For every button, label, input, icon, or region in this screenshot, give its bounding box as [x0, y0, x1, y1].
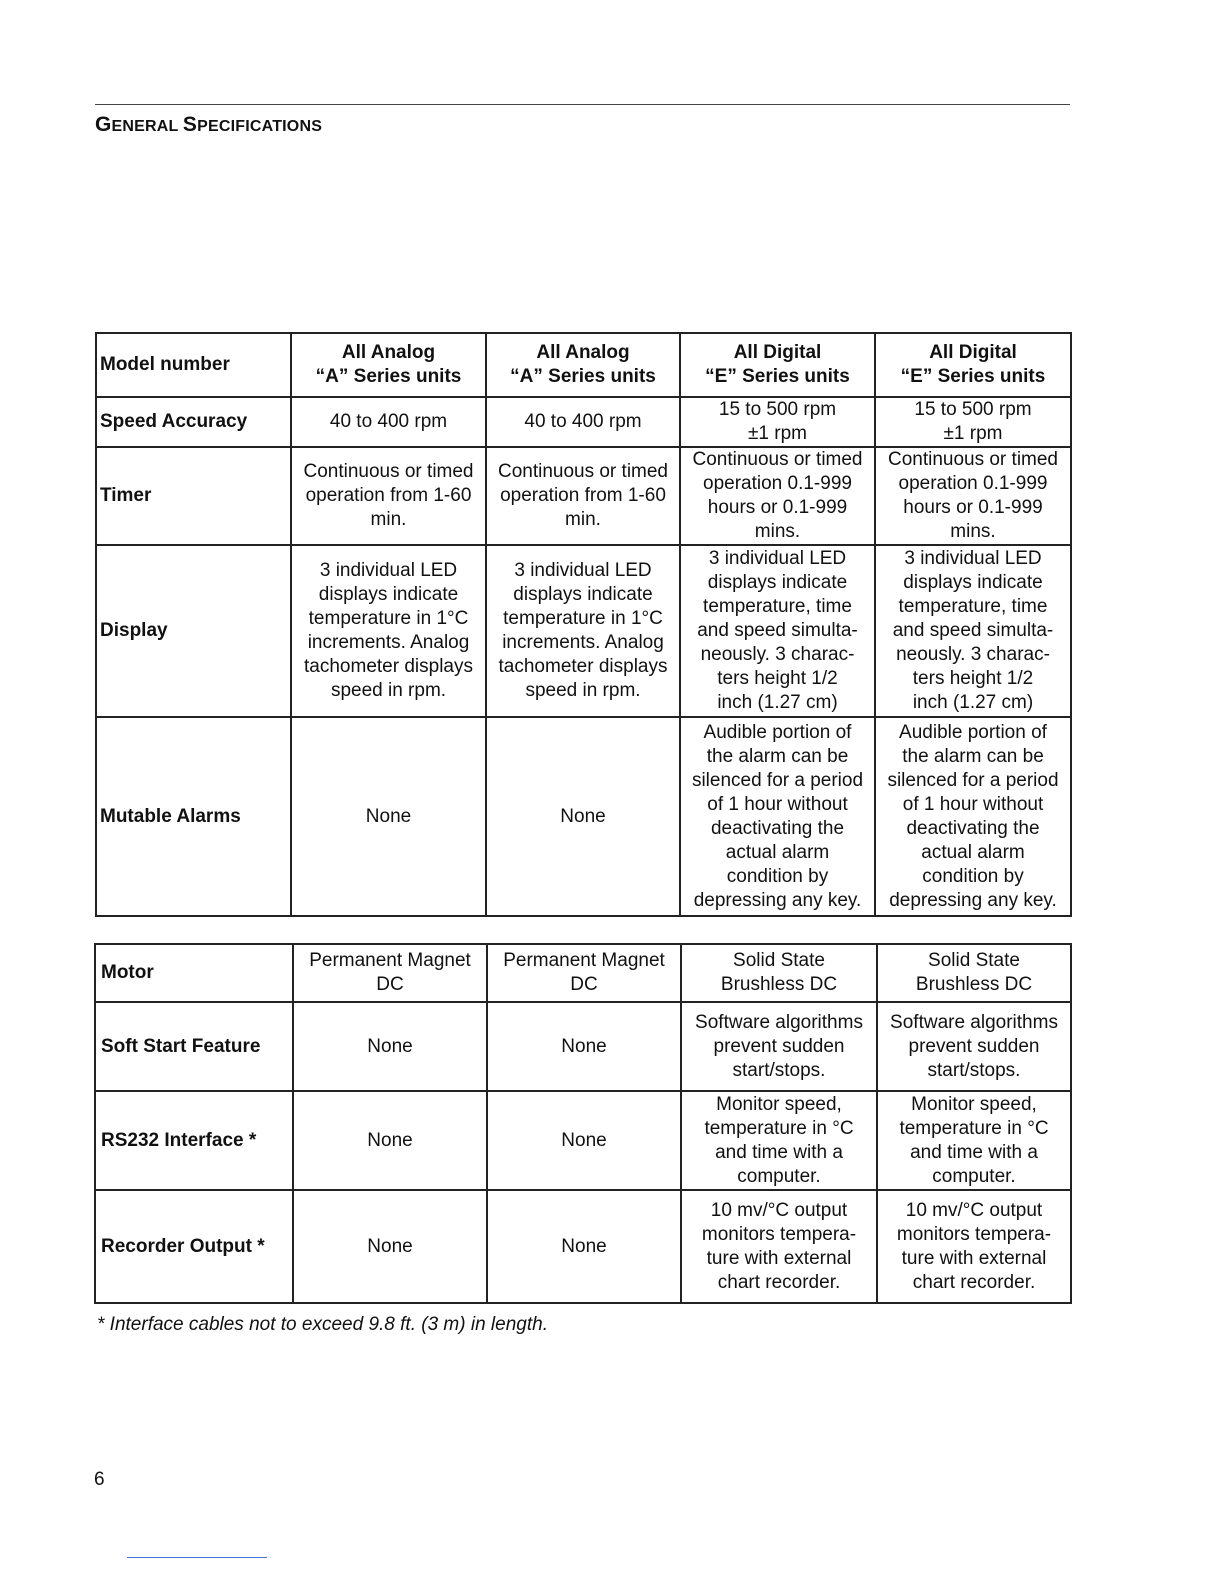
cell-line: 3 individual LED: [319, 560, 458, 581]
cell-line: increments. Analog: [307, 632, 470, 653]
cell-line: “E” Series units: [705, 366, 850, 387]
cell-line: deactivating the: [906, 817, 1040, 839]
cell-line: chart recorder.: [912, 1271, 1036, 1293]
row-header-speed-accuracy: [96, 397, 291, 447]
table-cell: [875, 717, 1071, 916]
cell-line: “E” Series units: [900, 366, 1046, 387]
cell-line: depressing any key.: [693, 889, 862, 911]
table-cell: [291, 397, 486, 447]
row-label: Display: [100, 620, 168, 641]
cell-line: silenced for a period: [887, 769, 1059, 791]
table-row-soft-start-feature: [95, 1002, 1071, 1091]
cell-line: deactivating the: [710, 817, 845, 839]
row-label: Model number: [100, 354, 230, 375]
cell-line: increments. Analog: [502, 632, 664, 653]
cell-line: depressing any key.: [889, 889, 1057, 911]
cell-line: Monitor speed,: [911, 1093, 1037, 1115]
cell-line: neously. 3 charac-: [700, 644, 855, 665]
cell-line: None: [367, 1235, 413, 1257]
table-cell: [486, 717, 680, 916]
row-header-model-number: [96, 333, 291, 397]
row-header-timer: [96, 447, 291, 545]
cell-line: actual alarm: [921, 841, 1025, 863]
table-cell: [293, 1002, 487, 1091]
cell-line: None: [367, 1129, 413, 1151]
cell-line: mins.: [754, 521, 801, 542]
table-cell: [877, 944, 1071, 1002]
table-row-recorder-output: [95, 1190, 1071, 1303]
cell-line: Permanent Magnet: [503, 950, 665, 971]
cell-line: ture with external: [901, 1247, 1047, 1269]
header-rule: [95, 104, 1070, 105]
cell-line: 3 individual LED: [708, 548, 847, 569]
cell-line: condition by: [726, 865, 829, 887]
row-label: Soft Start Feature: [101, 1035, 261, 1057]
column-header-1: [291, 333, 486, 397]
cell-line: Permanent Magnet: [309, 950, 471, 971]
table-cell: [875, 447, 1071, 545]
cell-line: Continuous or timed: [887, 449, 1059, 470]
table-cell: [877, 1091, 1071, 1190]
cell-line: tachometer displays: [498, 656, 668, 677]
cell-line: 10 mv/°C output: [905, 1199, 1043, 1221]
row-label: RS232 Interface *: [101, 1129, 257, 1151]
cell-line: None: [561, 1035, 607, 1057]
table-row-rs232-interface: [95, 1091, 1071, 1190]
row-label: Recorder Output *: [101, 1235, 265, 1257]
cell-line: None: [561, 1235, 607, 1257]
cell-line: Software algorithms: [890, 1011, 1058, 1033]
table-cell: [875, 397, 1071, 447]
cell-line: hours or 0.1-999: [903, 497, 1043, 518]
cell-line: hours or 0.1-999: [707, 497, 848, 518]
cell-line: temperature, time: [703, 596, 852, 617]
cell-line: mins.: [950, 521, 996, 542]
row-header-display: [96, 545, 291, 717]
cell-line: start/stops.: [732, 1059, 826, 1081]
cell-line: Solid State: [733, 950, 825, 971]
cell-line: ture with external: [706, 1247, 852, 1269]
table-row-speed-accuracy: [96, 397, 1071, 447]
table-cell: [487, 944, 681, 1002]
cell-line: monitors tempera-: [701, 1223, 857, 1245]
table-row-mutable-alarms: [96, 717, 1071, 916]
cell-line: tachometer displays: [304, 656, 473, 677]
cell-line: inch (1.27 cm): [717, 692, 838, 713]
cell-line: 15 to 500 rpm: [718, 399, 837, 420]
cell-line: None: [365, 805, 412, 827]
cell-line: computer.: [932, 1165, 1016, 1187]
table-cell: [486, 545, 680, 717]
cell-line: temperature, time: [898, 596, 1048, 617]
footnote: * Interface cables not to exceed 9.8 ft. (3 m) in length.: [97, 1314, 548, 1335]
cell-line: “A” Series units: [510, 366, 656, 387]
cell-line: Brushless DC: [915, 974, 1033, 995]
cell-line: displays indicate: [318, 584, 459, 605]
cell-line: actual alarm: [725, 841, 830, 863]
cell-line: None: [561, 1129, 607, 1151]
table-cell: [487, 1091, 681, 1190]
table-cell: [293, 1190, 487, 1303]
row-header-recorder-output: [95, 1190, 293, 1303]
bottom-link-line: [127, 1557, 267, 1558]
cell-line: temperature in °C: [704, 1117, 854, 1139]
table-cell: [877, 1190, 1071, 1303]
cell-line: computer.: [737, 1165, 821, 1187]
cell-line: Solid State: [928, 950, 1020, 971]
table-cell: [486, 397, 680, 447]
cell-line: and speed simulta-: [892, 620, 1054, 641]
row-label: Motor: [101, 962, 154, 983]
cell-line: All Digital: [929, 342, 1017, 363]
cell-line: None: [560, 805, 606, 827]
title-initial-s: S: [182, 113, 198, 136]
table-cell: [487, 1190, 681, 1303]
cell-line: displays indicate: [707, 572, 848, 593]
page-number: 6: [94, 1469, 105, 1490]
title-part-1: ENERAL: [111, 118, 183, 135]
cell-line: ±1 rpm: [943, 423, 1003, 444]
cell-line: displays indicate: [513, 584, 653, 605]
cell-line: operation 0.1-999: [703, 473, 852, 494]
cell-line: chart recorder.: [717, 1271, 841, 1293]
column-header-3: [680, 333, 875, 397]
table-cell: [487, 1002, 681, 1091]
cell-line: Continuous or timed: [692, 449, 863, 470]
row-label: Speed Accuracy: [100, 411, 248, 432]
cell-line: Audible portion of: [899, 721, 1047, 743]
cell-line: condition by: [922, 865, 1024, 887]
cell-line: the alarm can be: [902, 745, 1044, 767]
row-label: Timer: [100, 485, 152, 506]
table-cell: [877, 1002, 1071, 1091]
column-header-2: [486, 333, 680, 397]
row-header-motor: [95, 944, 293, 1002]
row-header-mutable-alarms: [96, 717, 291, 916]
cell-line: ters height 1/2: [717, 668, 838, 689]
table-cell: [291, 717, 486, 916]
cell-line: All Digital: [733, 342, 822, 363]
table-row-timer: [96, 447, 1071, 545]
table-cell: [680, 717, 875, 916]
table-row-motor: [95, 944, 1071, 1002]
cell-line: and time with a: [910, 1141, 1038, 1163]
table-header-row: [96, 333, 1071, 397]
table-cell: [680, 447, 875, 545]
table-cell: [680, 397, 875, 447]
cell-line: silenced for a period: [691, 769, 864, 791]
cell-line: and time with a: [715, 1141, 843, 1163]
cell-line: operation 0.1-999: [898, 473, 1048, 494]
row-header-soft-start-feature: [95, 1002, 293, 1091]
spec-table-2: [94, 943, 1072, 1304]
cell-line: ters height 1/2: [912, 668, 1034, 689]
row-header-rs232-interface: [95, 1091, 293, 1190]
cell-line: 3 individual LED: [904, 548, 1042, 569]
cell-line: DC: [570, 974, 598, 995]
row-label: Mutable Alarms: [100, 805, 241, 827]
cell-line: of 1 hour without: [707, 793, 848, 815]
cell-line: temperature in 1°C: [503, 608, 663, 629]
cell-line: 3 individual LED: [514, 560, 652, 581]
cell-line: start/stops.: [927, 1059, 1021, 1081]
cell-line: of 1 hour without: [902, 793, 1044, 815]
cell-line: the alarm can be: [706, 745, 849, 767]
cell-line: “A” Series units: [315, 366, 462, 387]
cell-line: temperature in 1°C: [308, 608, 469, 629]
table-cell: [680, 545, 875, 717]
table-cell: [681, 1002, 877, 1091]
cell-line: operation from 1-60: [305, 485, 472, 506]
column-header-4: [875, 333, 1071, 397]
title-initial-g: G: [95, 113, 112, 136]
cell-line: operation from 1-60: [500, 485, 666, 506]
cell-line: neously. 3 charac-: [896, 644, 1050, 665]
cell-line: 40 to 400 rpm: [329, 411, 448, 432]
cell-line: 15 to 500 rpm: [914, 399, 1032, 420]
table-row-display: [96, 545, 1071, 717]
table-cell: [486, 447, 680, 545]
cell-line: inch (1.27 cm): [912, 692, 1034, 713]
cell-line: Continuous or timed: [303, 461, 474, 482]
page-title: [95, 113, 322, 137]
cell-line: speed in rpm.: [330, 680, 447, 701]
cell-line: 10 mv/°C output: [710, 1199, 848, 1221]
cell-line: None: [367, 1035, 413, 1057]
table-cell: [875, 545, 1071, 717]
cell-line: prevent sudden: [908, 1035, 1040, 1057]
cell-line: min.: [370, 509, 407, 530]
cell-line: Continuous or timed: [497, 461, 669, 482]
cell-line: speed in rpm.: [525, 680, 641, 701]
table-cell: [293, 1091, 487, 1190]
cell-line: Brushless DC: [720, 974, 838, 995]
cell-line: prevent sudden: [713, 1035, 845, 1057]
table-cell: [681, 1091, 877, 1190]
cell-line: Software algorithms: [695, 1011, 863, 1033]
cell-line: 40 to 400 rpm: [524, 411, 642, 432]
cell-line: monitors tempera-: [896, 1223, 1052, 1245]
cell-line: ±1 rpm: [748, 423, 807, 444]
table-cell: [681, 1190, 877, 1303]
table-cell: [293, 944, 487, 1002]
table-cell: [291, 447, 486, 545]
cell-line: All Analog: [341, 342, 436, 363]
table-cell: [681, 944, 877, 1002]
cell-line: Monitor speed,: [716, 1093, 842, 1115]
cell-line: min.: [565, 509, 601, 530]
table-cell: [291, 545, 486, 717]
cell-line: temperature in °C: [899, 1117, 1049, 1139]
cell-line: and speed simulta-: [697, 620, 858, 641]
cell-line: DC: [376, 974, 404, 995]
spec-table-1: [95, 332, 1072, 917]
title-part-2: PECIFICATIONS: [197, 118, 323, 135]
cell-line: All Analog: [536, 342, 630, 363]
cell-line: displays indicate: [903, 572, 1043, 593]
cell-line: Audible portion of: [703, 721, 852, 743]
